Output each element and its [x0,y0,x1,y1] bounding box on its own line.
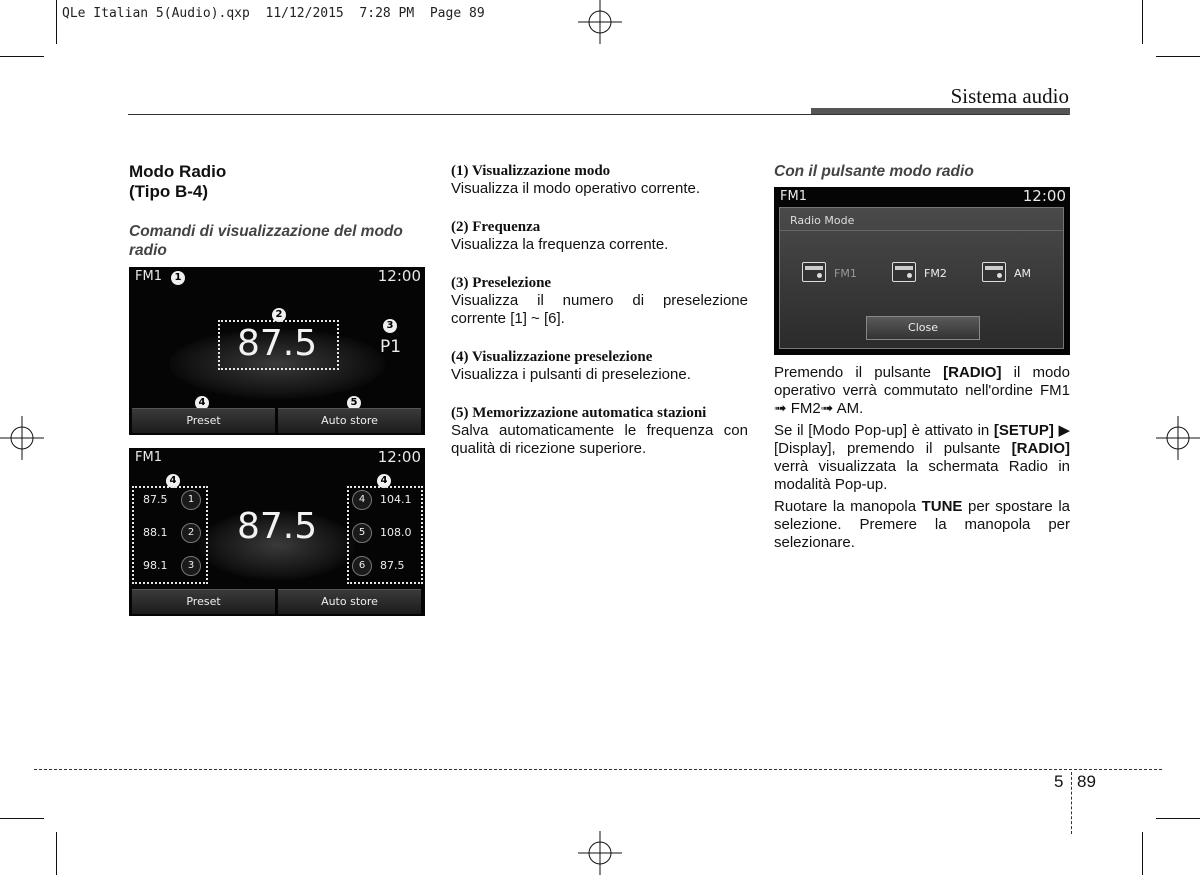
auto-store-button[interactable]: Auto store [278,589,421,614]
legend-body: Salva automaticamente le frequenza con qualità di ricezione superiore. [451,422,748,457]
subheading-comandi [129,222,429,260]
legend-heading: (1) Visualizzazione modo [451,163,611,179]
preset-button-2[interactable]: 2 [181,523,201,543]
legend-item-5 [451,404,748,458]
screen-status-bar [129,448,425,468]
crop-mark [1156,818,1200,819]
preset-button-6[interactable]: 6 [352,556,372,576]
popup-divider [780,230,1063,231]
radio-mode-popup [779,207,1064,349]
close-button[interactable]: Close [866,316,980,340]
text-run: il modo operativo verrà commutato nell'ordine FM1 ➟ FM2➟ AM. [774,364,1070,417]
paragraph-1 [774,364,1070,418]
legend-item-1 [451,162,748,198]
key-setup: [SETUP] [993,422,1054,439]
screen-status-bar [774,187,1070,207]
preset-button[interactable]: Preset [132,408,275,433]
text-run: per spostare la selezione. Premere la manopola per selezionare. [774,498,1070,551]
footer-dashed-rule [34,769,1162,770]
preset-frequency: 104.1 [380,493,412,506]
text-run: Se il [Modo Pop-up] è attivato in [774,422,994,439]
legend-body: Visualizza il numero di preselezione corrente [1] ~ [6]. [451,292,748,327]
crop-mark [0,56,44,57]
crop-mark [56,0,57,44]
callout-4-left: 4 [166,474,180,488]
legend-list [451,162,748,478]
preset-button-1[interactable]: 1 [181,490,201,510]
radio-screen-2 [129,448,425,616]
radio-icon [982,262,1006,282]
legend-heading: (2) Frequenza [451,219,541,235]
subheading-line-1: Comandi di visualizzazione del modo [129,223,403,240]
legend-item-4 [451,348,748,384]
legend-item-2 [451,218,748,254]
legend-body: Visualizza i pulsanti di preselezione. [451,366,691,383]
legend-body: Visualizza il modo operativo corrente. [451,180,701,197]
instructions-text [774,364,1070,556]
legend-heading: (3) Preselezione [451,275,552,291]
preset-frequency: 98.1 [143,559,168,572]
band-label: FM1 [135,450,162,465]
band-label: FM1 [780,189,807,204]
preset-indicator: P1 [380,337,402,357]
preset-button[interactable]: Preset [132,589,275,614]
paragraph-2 [774,422,1070,494]
footer-separator [1071,772,1072,834]
radio-icon [802,262,826,282]
crop-mark [56,832,57,875]
frequency-display: 87.5 [237,506,318,547]
callout-5: 5 [347,396,361,410]
clock: 12:00 [1022,187,1066,205]
crop-mark [1142,832,1143,875]
callout-4-right: 4 [377,474,391,488]
callout-3: 3 [383,319,397,333]
subheading-line-2: radio [129,242,167,259]
radio-icon [892,262,916,282]
band-label: FM1 [135,269,162,284]
preset-frequency: 108.0 [380,526,412,539]
clock: 12:00 [377,448,421,466]
preset-frequency: 88.1 [143,526,168,539]
header-rule [128,114,1068,115]
popup-title: Radio Mode [790,214,855,227]
callout-4: 4 [195,396,209,410]
preset-button-4[interactable]: 4 [352,490,372,510]
radio-mode-popup-screen [774,187,1070,355]
crop-mark [1156,56,1200,57]
text-run: Ruotare la manopola [774,498,922,515]
legend-body: Visualizza la frequenza corrente. [451,236,669,253]
preset-button-5[interactable]: 5 [352,523,372,543]
text-run: verrà visualizzata la schermata Radio in modalità Pop-up. [774,458,1070,493]
preset-frequency: 87.5 [143,493,168,506]
legend-heading: (5) Memorizzazione automatica stazioni [451,405,707,421]
heading-line-2: (Tipo B-4) [129,182,209,201]
print-slug: QLe Italian 5(Audio).qxp 11/12/2015 7:28 PM Page 89 [62,6,485,21]
registration-mark [0,416,44,460]
callout-1: 1 [171,271,185,285]
page-number: 89 [1077,772,1096,791]
radio-screen-1 [129,267,425,435]
auto-store-button[interactable]: Auto store [278,408,421,433]
heading-line-1: Modo Radio [129,162,227,181]
frequency-display: 87.5 [237,323,318,364]
key-tune: TUNE [921,498,963,515]
mode-option-fm1[interactable]: FM1 [834,267,857,280]
registration-mark [1156,416,1200,460]
legend-item-3 [451,274,748,328]
heading-modo-radio [129,162,226,202]
key-radio: [RADIO] [1011,440,1070,457]
key-radio: [RADIO] [943,364,1002,381]
mode-option-am[interactable]: AM [1014,267,1032,280]
callout-2: 2 [272,308,286,322]
clock: 12:00 [377,267,421,285]
paragraph-3 [774,498,1070,552]
text-run: Premendo il pulsante [774,364,944,381]
crop-mark [0,818,44,819]
mode-option-fm2[interactable]: FM2 [924,267,947,280]
text-run: ▶ [Display], premendo il pulsante [774,422,1070,457]
registration-mark [578,0,622,44]
section-title: Sistema audio [950,84,1069,108]
preset-frequency: 87.5 [380,559,405,572]
section-number: 5 [1054,772,1064,791]
screen-status-bar [129,267,425,287]
legend-heading: (4) Visualizzazione preselezione [451,349,653,365]
registration-mark [578,831,622,875]
crop-mark [1142,0,1143,44]
subheading-pulsante: Con il pulsante modo radio [774,163,974,180]
preset-button-3[interactable]: 3 [181,556,201,576]
